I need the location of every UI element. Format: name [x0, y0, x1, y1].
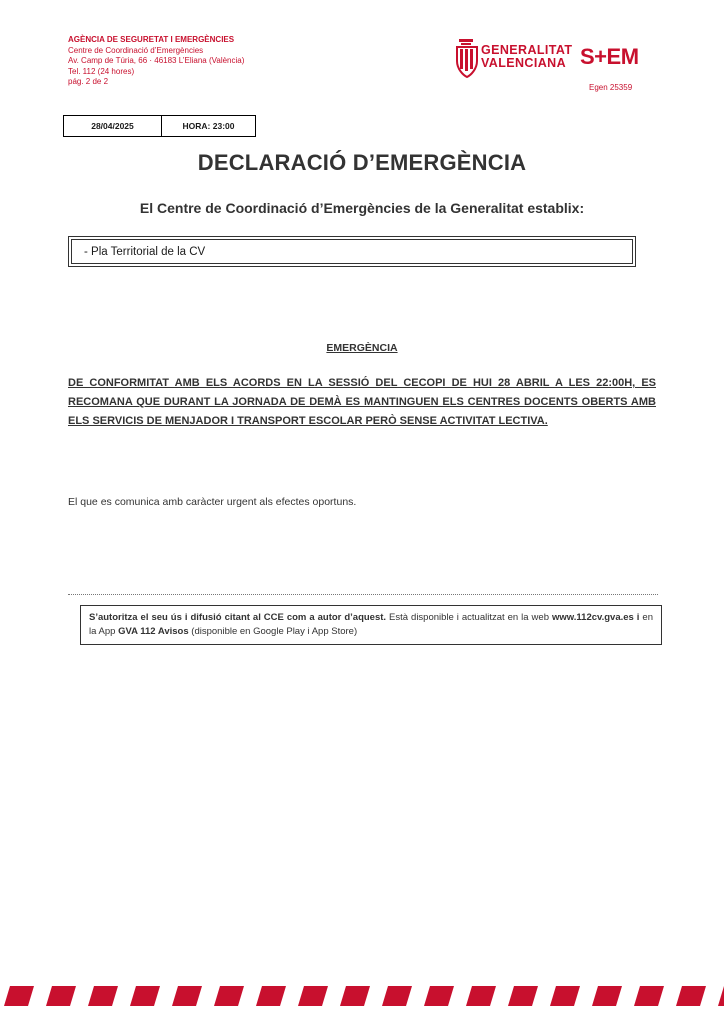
- stripe-segment: [550, 986, 580, 1006]
- stripe-segment: [340, 986, 370, 1006]
- footer-url: www.112cv.gva.es i: [551, 612, 640, 623]
- hour-cell: HORA: 23:00: [182, 121, 235, 131]
- footer-authorization: S’autoritza el seu ús i difusió citant al CCE com a autor d’aquest.: [89, 612, 387, 623]
- footer-notice: [80, 605, 662, 645]
- generalitat-logo-icon: [453, 37, 481, 81]
- emergency-heading: EMERGÈNCIA: [326, 342, 398, 354]
- stripe-segment: [508, 986, 538, 1006]
- emergency-body: DE CONFORMITAT AMB ELS ACORDS EN LA SESSIÓ DEL CECOPI DE HUI 28 ABRIL A LES 22:00H, ES RECOMANA QUE DURANT LA JORNADA DE DEMÀ ES MANTINGUEN ELS CENTRES DOCENTS OBERTS AMB ELS SERVICIS DE MENJADOR I TRANSPORT ESCOLAR PERÒ SENSE ACTIVITAT LECTIVA.: [68, 377, 656, 427]
- stripe-segment: [676, 986, 706, 1006]
- stripe-segment: [214, 986, 244, 1006]
- date-cell: 28/04/2025: [64, 116, 162, 136]
- stripe-segment: [382, 986, 412, 1006]
- document-title: DECLARACIÓ D’EMERGÈNCIA: [197, 150, 527, 175]
- stripe-segment: [88, 986, 118, 1006]
- plan-box: [68, 236, 636, 267]
- footer-text-2: en la App: [89, 612, 653, 637]
- stripe-segment: [592, 986, 622, 1006]
- phone: Tel. 112 (24 hores): [68, 66, 135, 76]
- stripe-segment: [130, 986, 160, 1006]
- dotted-divider: [68, 594, 658, 595]
- plan-name: - Pla Territorial de la CV: [71, 239, 633, 264]
- stripe-segment: [718, 986, 724, 1006]
- center-name: Centre de Coordinació d’Emergències: [68, 45, 204, 55]
- footer-text-3: (disponible en Google Play i App Store): [188, 626, 358, 637]
- stripe-segment: [256, 986, 286, 1006]
- page-number: pág. 2 de 2: [68, 77, 109, 86]
- gv-line-1: GENERALITAT: [481, 43, 573, 57]
- date-hour-box: [63, 115, 256, 137]
- document-subtitle: El Centre de Coordinació d’Emergències de la Generalitat establix:: [139, 200, 585, 216]
- stripe-segment: [46, 986, 76, 1006]
- egen-code: Egen 25359: [589, 83, 633, 92]
- gv-line-2: VALENCIANA: [481, 56, 567, 70]
- stripe-segment: [172, 986, 202, 1006]
- sem-logo: S+EM: [580, 44, 639, 69]
- footer-app: GVA 112 Avisos: [118, 626, 189, 637]
- closing-text: El que es comunica amb caràcter urgent als efectes oportuns.: [68, 496, 357, 508]
- generalitat-wordmark: [481, 44, 572, 70]
- stripe-segment: [298, 986, 328, 1006]
- sender-header: [68, 35, 244, 88]
- stripe-segment: [466, 986, 496, 1006]
- stripe-segment: [634, 986, 664, 1006]
- decorative-stripes: [0, 986, 724, 1006]
- footer-text-1: Està disponible i actualitzat en la web: [386, 612, 552, 623]
- address: Av. Camp de Túria, 66 · 46183 L’Eliana (València): [68, 56, 245, 65]
- stripe-segment: [4, 986, 34, 1006]
- stripe-segment: [424, 986, 454, 1006]
- agency-name: AGÈNCIA DE SEGURETAT I EMERGÈNCIES: [68, 35, 235, 44]
